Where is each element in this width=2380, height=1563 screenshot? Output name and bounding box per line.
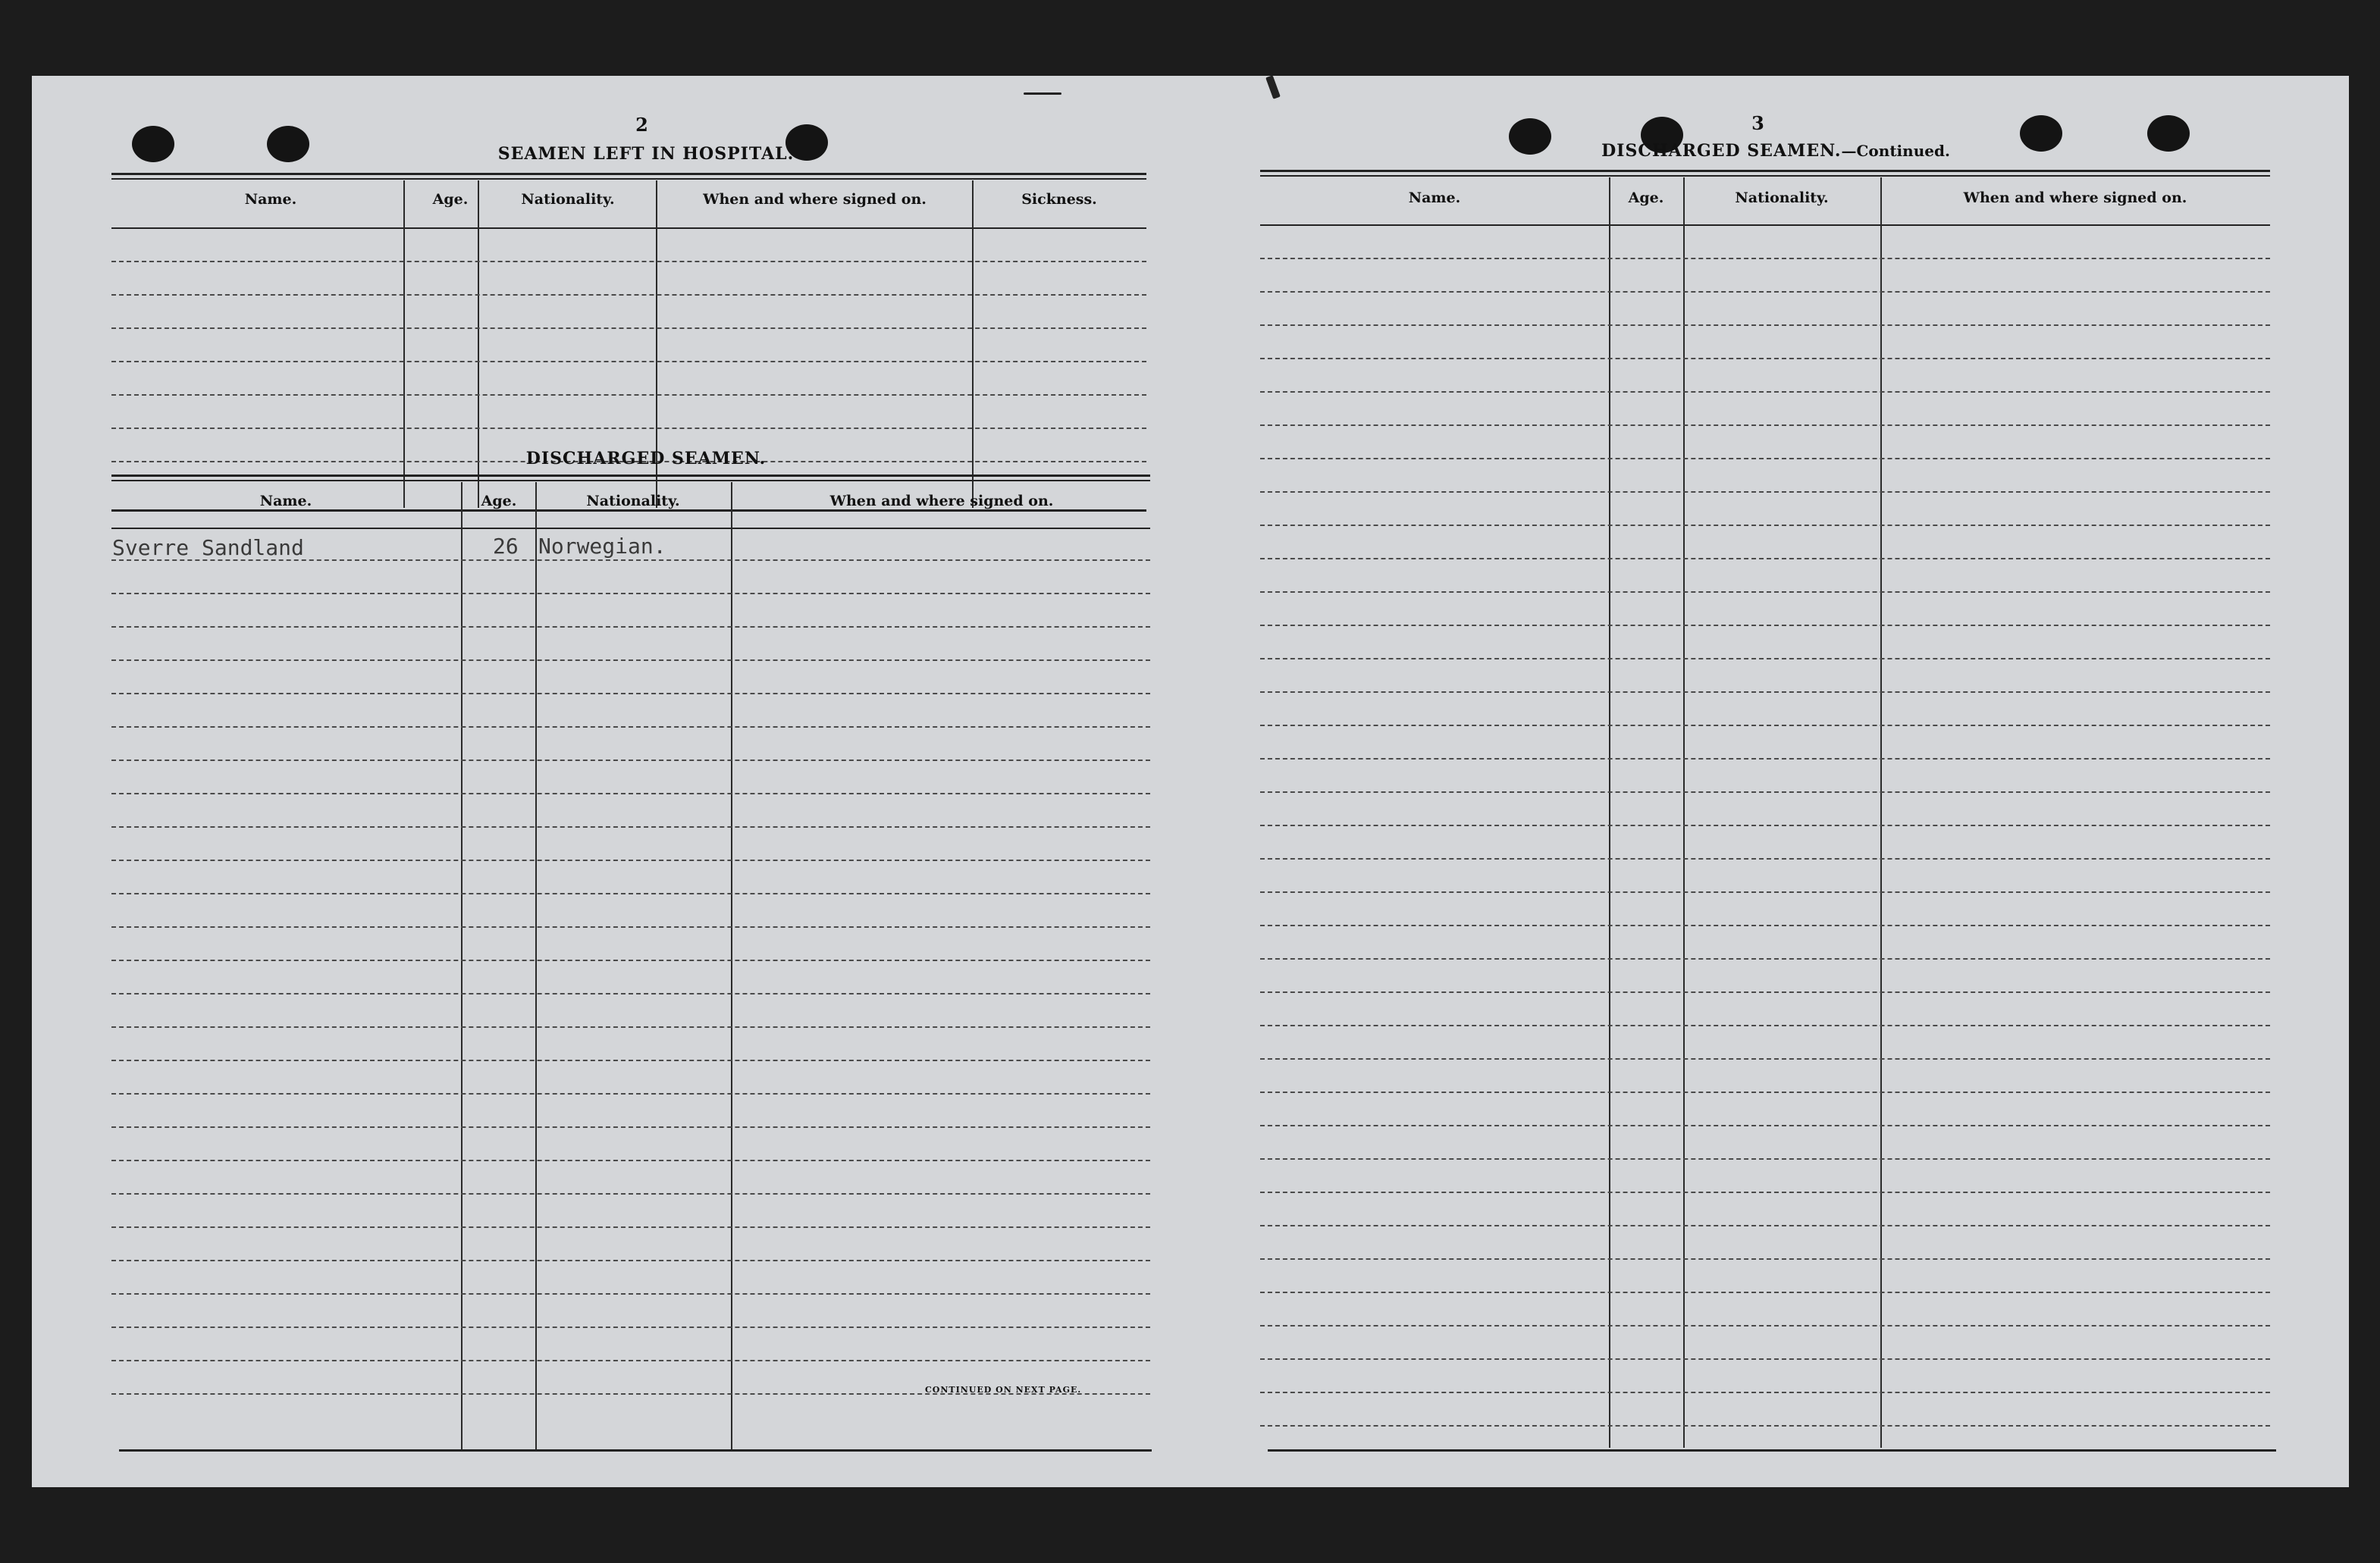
ruled-line [111,626,1150,628]
discharged-top-rule-2 [111,480,1150,481]
hospital-col-divider [972,180,974,508]
scan-speck [1265,75,1281,99]
right-header-age: Age. [1628,190,1664,206]
right-bottom-rule [1268,1449,2276,1452]
ruled-line [1260,1292,2270,1293]
hospital-bottom-rule [111,509,1146,512]
ruled-line [1260,858,2270,860]
discharged-header-age: Age. [481,493,517,509]
ruled-line [111,394,1146,396]
right-header-signed-on: When and where signed on. [1963,190,2187,206]
ruled-line [1260,758,2270,760]
discharged-continued-suffix: —Continued. [1841,142,1950,160]
binder-hole [132,126,174,162]
ruled-line [111,327,1146,329]
ruled-line [1260,591,2270,593]
continued-note: CONTINUED ON NEXT PAGE. [925,1385,1082,1395]
ruled-line [1260,391,2270,393]
ruled-line [111,926,1150,928]
page-number-left: 2 [635,114,649,136]
top-rule-left [111,173,1146,175]
right-col-divider [1880,177,1882,1448]
discharged-header-rule [111,528,1150,529]
ruled-line [1260,1225,2270,1226]
top-rule-right-2 [1260,175,2270,177]
discharged-section-title: DISCHARGED SEAMEN. [525,449,767,468]
ruled-line [1260,1158,2270,1160]
ruled-line [1260,1125,2270,1126]
ruled-line [111,726,1150,728]
ruled-line [111,1226,1150,1228]
discharged-continued-title [1601,141,1950,161]
hospital-header-signed-on: When and where signed on. [703,191,927,208]
ruled-line [1260,958,2270,960]
right-header-nationality: Nationality. [1735,190,1829,206]
discharged-header-name: Name. [259,493,312,509]
ruled-line [1260,725,2270,726]
ruled-line [1260,925,2270,926]
ruled-line [1260,424,2270,426]
ruled-line [111,1293,1150,1295]
binder-hole [267,126,309,162]
ruled-line [1260,791,2270,793]
ruled-line [111,693,1150,694]
ruled-line [111,559,1150,561]
ruled-line [1260,358,2270,359]
ruled-line [111,893,1150,894]
ruled-line [111,361,1146,362]
discharged-continued-title-text: DISCHARGED SEAMEN. [1601,141,1842,161]
ruled-line [111,1160,1150,1161]
entry-nationality: Norwegian. [538,534,666,559]
ruled-line [1260,691,2270,693]
discharged-header-signed-on: When and where signed on. [829,493,1054,509]
ruled-line [111,1193,1150,1195]
right-col-divider [1683,177,1685,1448]
ruled-line [111,1327,1150,1328]
right-header-name: Name. [1408,190,1461,206]
ruled-line [1260,891,2270,893]
discharged-header-nationality: Nationality. [586,493,680,509]
ruled-line [1260,1058,2270,1060]
hospital-header-age: Age. [432,191,469,208]
ruled-line [1260,825,2270,826]
ruled-line [1260,1025,2270,1026]
ruled-line [111,1060,1150,1061]
ruled-line [111,760,1150,761]
ruled-line [111,261,1146,262]
ruled-line [111,1260,1150,1261]
ruled-line [1260,525,2270,526]
binder-hole [1509,118,1551,155]
right-col-divider [1609,177,1610,1448]
ruled-line [111,428,1146,429]
hospital-header-sickness: Sickness. [1021,191,1097,208]
ruled-line [1260,1392,2270,1393]
right-header-rule [1260,224,2270,226]
ruled-line [1260,991,2270,993]
left-bottom-rule [119,1449,1152,1452]
ruled-line [1260,1258,2270,1260]
ruled-line [1260,1092,2270,1093]
ruled-line [1260,258,2270,259]
hospital-section-title: SEAMEN LEFT IN HOSPITAL. [497,144,795,164]
ruled-line [1260,291,2270,293]
ruled-line [1260,458,2270,459]
ruled-line [1260,491,2270,493]
ruled-line [111,993,1150,994]
ruled-line [1260,1192,2270,1193]
ruled-line [111,1126,1150,1128]
ruled-line [111,826,1150,828]
ruled-line [1260,1425,2270,1427]
ruled-line [111,860,1150,861]
ruled-line [1260,1325,2270,1327]
ruled-line [1260,625,2270,626]
binder-hole [2147,115,2190,152]
top-rule-right [1260,170,2270,172]
binder-hole [2020,115,2062,152]
ruled-line [1260,1358,2270,1360]
ruled-line [111,793,1150,794]
ruled-line [111,1093,1150,1095]
entry-age: 26 [493,534,519,559]
ruled-line [111,294,1146,296]
hospital-header-rule [111,227,1146,229]
entry-name: Sverre Sandland [112,535,304,560]
scan-speck [1024,92,1061,95]
ruled-line [111,960,1150,961]
page-number-right: 3 [1751,112,1765,134]
discharged-top-rule [111,475,1150,477]
hospital-header-nationality: Nationality. [521,191,615,208]
ruled-line [111,1360,1150,1361]
ruled-line [1260,558,2270,559]
ledger-sheet [32,76,2349,1487]
ruled-line [1260,658,2270,659]
hospital-col-divider [403,180,405,508]
hospital-header-name: Name. [244,191,297,208]
ruled-line [1260,324,2270,326]
top-rule-left-2 [111,178,1146,180]
ruled-line [111,1026,1150,1028]
ruled-line [111,659,1150,661]
ruled-line [111,593,1150,594]
